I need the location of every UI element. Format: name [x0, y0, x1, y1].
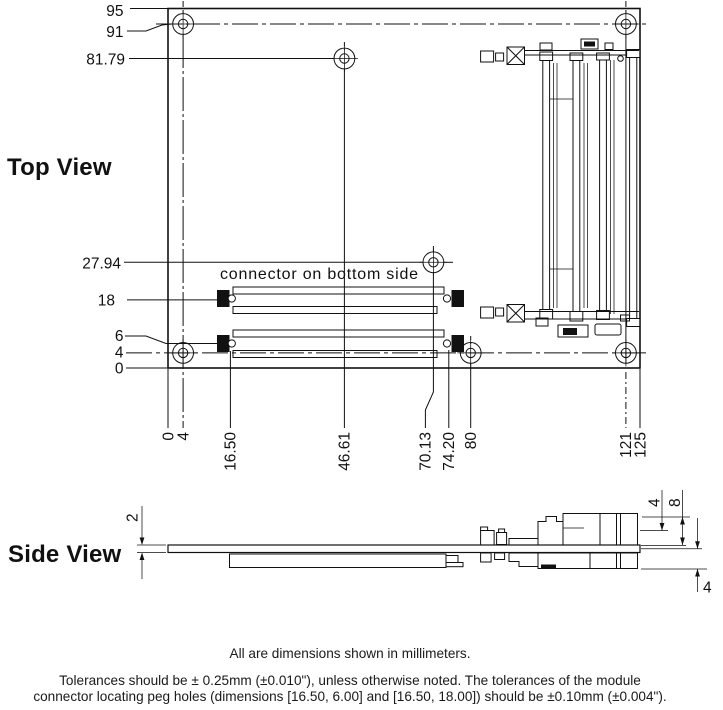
dim-label-95: 95 [106, 3, 124, 20]
mounting-hole [331, 45, 358, 72]
dim-label-top-offset-4: 4 [646, 498, 664, 507]
dim-label-bottom-74-20: 74.20 [441, 432, 459, 471]
dim-label-18: 18 [97, 292, 115, 310]
extension-lines [124, 9, 423, 369]
mounting-hole [612, 11, 639, 38]
connector-locating-pegs [217, 290, 464, 352]
units-note: All are dimensions shown in millimeters. [229, 646, 471, 661]
side-socket-above-board [481, 514, 638, 546]
dim-label-bottom-0: 0 [160, 432, 178, 441]
dim-label-4: 4 [114, 344, 124, 362]
dim-label-bottom-125: 125 [632, 432, 650, 458]
left-dim-labels [82, 3, 125, 378]
mounting-hole [170, 11, 197, 38]
dim-label-0: 0 [114, 360, 124, 378]
socket-bottom-latch [481, 305, 639, 338]
dim-label-bottom-16-50: 16.50 [222, 432, 240, 471]
dim-label-27-94: 27.94 [82, 255, 121, 273]
dim-label-bottom-80: 80 [463, 432, 480, 450]
side-view-title: Side View [8, 541, 122, 568]
notes-block [0, 646, 700, 706]
side-right-dimensions [640, 490, 712, 597]
centerlines [126, 1, 649, 428]
bottom-connector-rows [233, 287, 444, 358]
dim-board-thickness [125, 506, 145, 579]
dim-label-height-below-4: 4 [703, 579, 712, 597]
dim-label-bottom-4: 4 [175, 432, 193, 441]
socket-top-latch [481, 39, 639, 65]
dim-label-bottom-70-13: 70.13 [417, 432, 435, 471]
tolerance-note [0, 673, 700, 706]
dim-label-6: 6 [114, 328, 124, 345]
bottom-dim-labels [160, 432, 649, 471]
side-socket-below-board [481, 553, 638, 569]
dim-label-height-above-8: 8 [667, 498, 684, 507]
dim-label-bottom-121: 121 [618, 432, 636, 458]
dim-label-thickness-2: 2 [124, 513, 142, 522]
tolerance-note-line1: Tolerances should be ± 0.25mm (±0.010"), unless otherwise noted. The tolerances of the module [59, 672, 641, 688]
mounting-hole [612, 339, 639, 366]
tolerance-note-line2: connector locating peg holes (dimensions [16.50, 6.00] and [16.50, 18.00]) should be ±0.10mm (±0.004"). [33, 689, 667, 704]
dim-label-81-79: 81.79 [86, 51, 125, 69]
connector-note: connector on bottom side [220, 266, 419, 283]
dim-label-91: 91 [106, 24, 124, 41]
side-bottom-connector [230, 554, 464, 568]
side-view [8, 490, 712, 597]
dim-label-bottom-46-61: 46.61 [336, 432, 354, 471]
mounting-hole [420, 249, 447, 276]
side-pcb [168, 545, 640, 553]
board-outline [168, 9, 640, 369]
top-view-title: Top View [7, 154, 112, 181]
sodimm-socket-top-view [481, 39, 640, 337]
top-view [7, 1, 649, 471]
